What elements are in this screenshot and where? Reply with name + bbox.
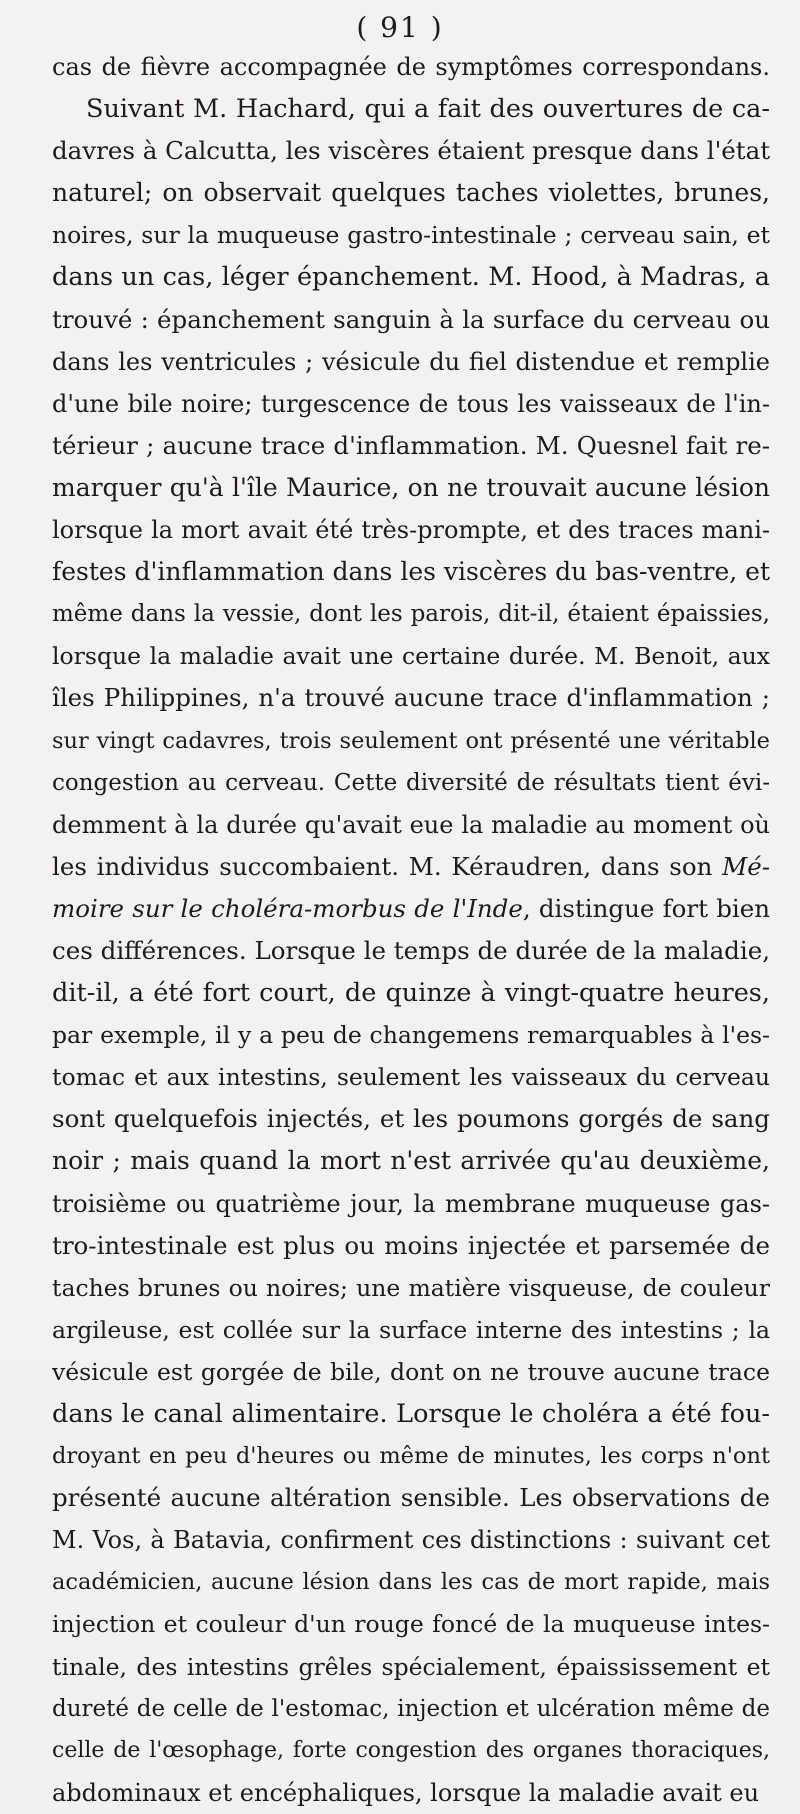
text-line: argileuse, est collée sur la surface interne des intestins ; la bbox=[52, 1315, 770, 1344]
text-line: présenté aucune altération sensible. Les observations de bbox=[52, 1483, 770, 1513]
text-line: dans les ventricules ; vésicule du fiel distendue et remplie bbox=[52, 347, 770, 376]
text-line: noir ; mais quand la mort n'est arrivée qu'au deuxième, bbox=[52, 1146, 770, 1176]
text-line: taches brunes ou noires; une matière visqueuse, de couleur bbox=[52, 1273, 770, 1302]
text-line: Suivant M. Hachard, qui a fait des ouvertures de ca- bbox=[86, 94, 770, 125]
text-line: lorsque la mort avait été très-prompte, et des traces mani- bbox=[52, 516, 770, 545]
text-line: noires, sur la muqueuse gastro-intestinale ; cerveau sain, et bbox=[52, 221, 770, 250]
text-line: même dans la vessie, dont les parois, dit-il, étaient épaissies, bbox=[52, 601, 770, 628]
text-line: abdominaux et encéphaliques, lorsque la maladie avait eu bbox=[52, 1778, 760, 1807]
text-line: congestion au cerveau. Cette diversité de résultats tient évi- bbox=[52, 769, 770, 796]
text-line: îles Philippines, n'a trouvé aucune trace d'inflammation ; bbox=[52, 683, 770, 713]
text-line: demment à la durée qu'avait eue la maladie au moment où bbox=[52, 810, 770, 839]
text-line: dans le canal alimentaire. Lorsque le choléra a été fou- bbox=[52, 1399, 770, 1429]
text-line: cas de fièvre accompagnée de symptômes correspondans. bbox=[52, 53, 770, 81]
text-line: dans un cas, léger épanchement. M. Hood, à Madras, a bbox=[52, 262, 770, 293]
text-fragment: , distingue fort bien bbox=[522, 893, 770, 923]
text-line: d'une bile noire; turgescence de tous les vaisseaux de l'in- bbox=[52, 389, 770, 418]
text-line: celle de l'œsophage, forte congestion des organes thoraciques, bbox=[52, 1737, 770, 1763]
memoir-title: moire sur le choléra-morbus de l'Inde bbox=[52, 893, 523, 923]
text-line-with-title bbox=[52, 846, 770, 888]
text-line: académicien, aucune lésion dans les cas de mort rapide, mais bbox=[52, 1569, 770, 1596]
text-line: ces différences. Lorsque le temps de durée de la maladie, bbox=[52, 935, 770, 965]
text-line-with-title bbox=[52, 888, 770, 930]
text-line: sont quelquefois injectés, et les poumons gorgés de sang bbox=[52, 1104, 770, 1134]
text-line: tinale, des intestins grêles spécialement, épaississement et bbox=[52, 1652, 770, 1681]
text-line: festes d'inflammation dans les viscères du bas-ventre, et bbox=[52, 557, 770, 587]
text-line: térieur ; aucune trace d'inflammation. M. Quesnel fait re- bbox=[52, 430, 770, 460]
text-line: vésicule est gorgée de bile, dont on ne trouve aucune trace bbox=[52, 1357, 770, 1386]
text-line: davres à Calcutta, les viscères étaient presque dans l'état bbox=[52, 136, 770, 166]
text-line: trouvé : épanchement sanguin à la surface du cerveau ou bbox=[52, 304, 770, 334]
text-line: M. Vos, à Batavia, confirment ces distinctions : suivant cet bbox=[52, 1526, 770, 1555]
memoir-title-start: Mé- bbox=[722, 851, 770, 881]
body-text bbox=[52, 46, 770, 1814]
text-line: par exemple, il y a peu de changemens remarquables à l'es- bbox=[52, 1021, 770, 1050]
text-line: marquer qu'à l'île Maurice, on ne trouvait aucune lésion bbox=[52, 472, 770, 502]
text-line: troisième ou quatrième jour, la membrane muqueuse gas- bbox=[52, 1189, 770, 1218]
text-line: tro-intestinale est plus ou moins injectée et parsemée de bbox=[52, 1230, 770, 1260]
text-line: tomac et aux intestins, seulement les vaisseaux du cerveau bbox=[52, 1063, 770, 1092]
page-number: ( 91 ) bbox=[356, 11, 444, 44]
text-line: sur vingt cadavres, trois seulement ont présenté une véritable bbox=[52, 727, 770, 754]
text-line: injection et couleur d'un rouge foncé de la muqueuse intes- bbox=[52, 1610, 770, 1639]
text-line: naturel; on observait quelques taches violettes, brunes, bbox=[52, 178, 770, 208]
text-line: lorsque la maladie avait une certaine durée. M. Benoit, aux bbox=[52, 642, 770, 671]
text-fragment: les individus succombaient. M. Kéraudren, dans son bbox=[52, 851, 723, 881]
text-line: dit-il, a été fort court, de quinze à vingt-quatre heures, bbox=[52, 978, 770, 1009]
text-line: dureté de celle de l'estomac, injection et ulcération même de bbox=[52, 1695, 770, 1722]
text-line: droyant en peu d'heures ou même de minutes, les corps n'ont bbox=[52, 1443, 770, 1470]
